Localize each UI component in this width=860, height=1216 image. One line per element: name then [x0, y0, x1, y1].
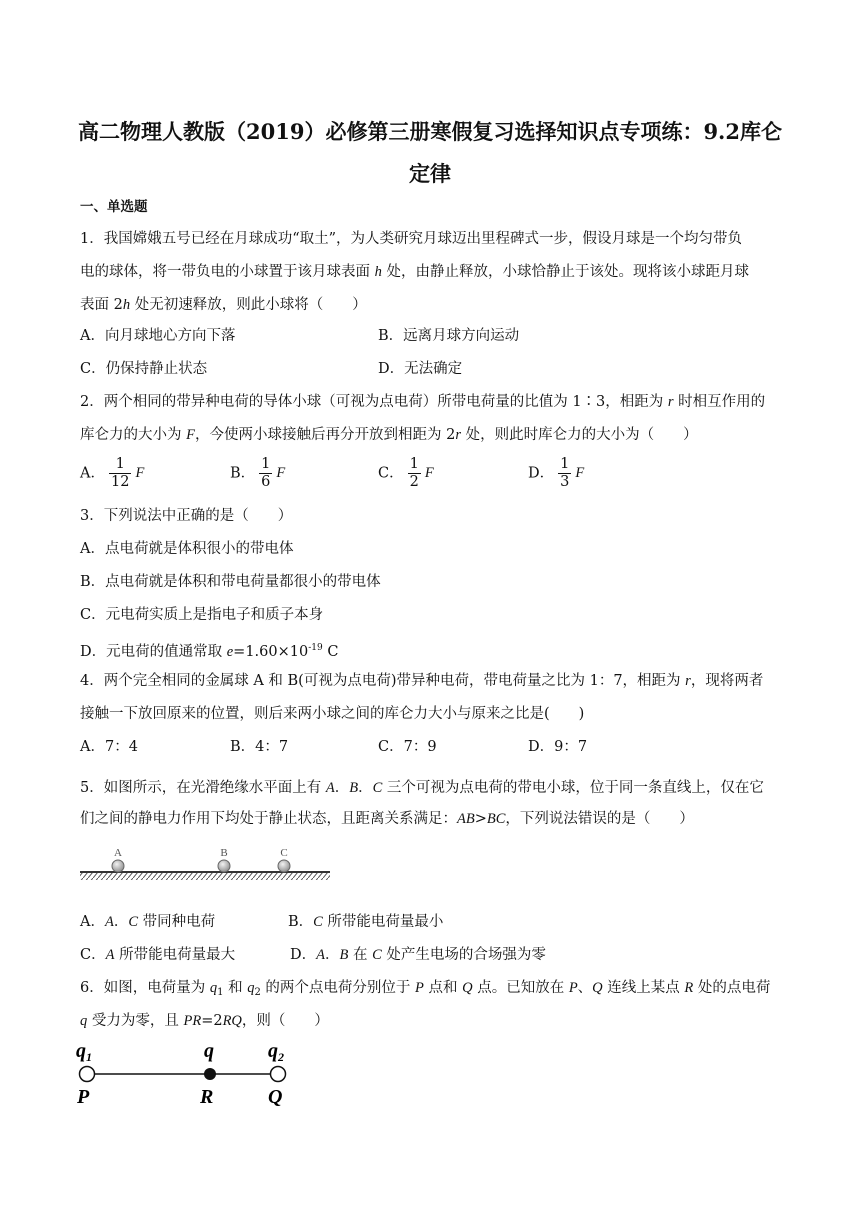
q2-option-d[interactable]: D． $\frac{1}{3}$ F	[528, 456, 585, 490]
q3-option-d[interactable]: D．元电荷的值通常取 $e=1.60\times 10^{-19}$ C	[80, 643, 339, 660]
q4-stem-line-2: 接触一下放回原来的位置，则后来两小球之间的库仑力大小与原来之比是( )	[80, 706, 585, 722]
q2-option-a-fraction: $\frac{1}{12}$	[110, 456, 130, 490]
q6-label-p: P	[77, 1086, 90, 1108]
q5-ball-a	[112, 860, 124, 872]
q1-stem-line-1: 1．我国嫦娥五号已经在月球成功“取土”，为人类研究月球迈出里程碑式一步，假设月球是一个均匀带负	[80, 231, 743, 247]
q5-label-c: C	[280, 847, 288, 859]
section-heading: 一、单选题	[80, 199, 148, 215]
q2-option-c-label: C．	[378, 465, 404, 482]
q6-label-r: R	[200, 1086, 214, 1108]
q3-option-a[interactable]: A．点电荷就是体积很小的带电体	[80, 541, 294, 557]
q6-stem-line-2: q 受力为零，且 PR=2RQ，则（ ）	[80, 1013, 329, 1029]
q5-label-a: A	[114, 847, 122, 859]
q3-option-c[interactable]: C．元电荷实质上是指电子和质子本身	[80, 607, 324, 623]
q5-ball-b	[218, 860, 230, 872]
q4-stem-line-1: 4．两个完全相同的金属球 A 和 B(可视为点电荷)带异种电荷，带电荷量之比为 1：7，相距为 r，现将两者	[80, 673, 764, 689]
q1-option-a[interactable]: A．向月球地心方向下落	[80, 328, 236, 344]
q2-option-b-label: B．	[230, 465, 256, 482]
q2-option-c-fraction: $\frac{1}{2}$	[409, 456, 419, 490]
q1-option-b[interactable]: B．远离月球方向运动	[378, 328, 520, 344]
q5-ball-c	[278, 860, 290, 872]
q6-point-q	[271, 1067, 286, 1082]
q4-option-a[interactable]: A．7：4	[80, 739, 138, 755]
q1-option-d[interactable]: D．无法确定	[378, 361, 463, 377]
q6-figure	[72, 1036, 302, 1108]
q4-option-d[interactable]: D．9：7	[528, 739, 588, 755]
q1-stem-line-2: 电的球体，将一带负电的小球置于该月球表面 h 处，由静止释放，小球恰静止于该处。现将该小球距月球	[80, 264, 749, 280]
q5-option-b[interactable]: B．C 所带能电荷量最小	[288, 914, 444, 930]
q2-option-d-label: D．	[528, 465, 555, 482]
q3-stem: 3．下列说法中正确的是（ ）	[80, 508, 293, 524]
q1-stem-line-3: 表面 2h 处无初速释放，则此小球将（ ）	[80, 297, 367, 313]
q4-option-b[interactable]: B．4：7	[230, 739, 289, 755]
q5-stem-line-2: 们之间的静电力作用下均处于静止状态，且距离关系满足：AB>BC，下列说法错误的是（ ）	[80, 811, 694, 827]
q4-option-c[interactable]: C．7：9	[378, 739, 437, 755]
q1-option-c[interactable]: C．仍保持静止状态	[80, 361, 208, 377]
q5-ground-hatch	[80, 872, 330, 880]
q5-figure	[78, 842, 333, 886]
q3-option-b[interactable]: B．点电荷就是体积和带电荷量都很小的带电体	[80, 574, 381, 590]
q2-option-d-fraction: $\frac{1}{3}$	[560, 456, 570, 490]
q2-option-a[interactable]: A． $\frac{1}{12}$ F	[80, 456, 145, 490]
document-title-line-1: 高二物理人教版（2019）必修第三册寒假复习选择知识点专项练：9.2库仑	[78, 119, 782, 144]
q2-stem-line-2: 库仑力的大小为 F，今使两小球接触后再分开放到相距为 2r 处，则此时库仑力的大小为（ ）	[80, 427, 698, 443]
q2-option-b[interactable]: B． $\frac{1}{6}$ F	[230, 456, 286, 490]
q6-stem-line-1: 6．如图，电荷量为 $q_1$ 和 $q_2$ 的两个点电荷分别位于 P 点和 Q 点。已知放在 P、Q 连线上某点 R 处的点电荷	[80, 980, 771, 998]
q5-option-c[interactable]: C．A 所带能电荷量最大	[80, 947, 236, 963]
q2-option-c[interactable]: C． $\frac{1}{2}$ F	[378, 456, 434, 490]
q6-point-p	[80, 1067, 95, 1082]
q2-stem-line-1: 2．两个相同的带异种电荷的导体小球（可视为点电荷）所带电荷量的比值为 1∶3，相距为 r 时相互作用的	[80, 394, 766, 410]
q6-point-r	[204, 1068, 216, 1080]
q5-option-d[interactable]: D．A．B 在 C 处产生电场的合场强为零	[290, 947, 546, 963]
q2-option-b-fraction: $\frac{1}{6}$	[261, 456, 271, 490]
q6-label-q2: $q_2$	[268, 1040, 284, 1064]
q2-option-a-label: A．	[80, 465, 105, 482]
q5-stem-line-1: 5．如图所示，在光滑绝缘水平面上有 A．B．C 三个可视为点电荷的带电小球，位于同一条直线上，仅在它	[80, 780, 764, 796]
q5-option-a[interactable]: A．A．C 带同种电荷	[80, 914, 216, 930]
q6-label-q1: $q_1$	[76, 1040, 92, 1064]
q6-label-q-point: Q	[268, 1086, 283, 1108]
document-title-line-2: 定律	[409, 161, 451, 186]
q5-label-b: B	[220, 847, 228, 859]
q6-label-q: q	[204, 1040, 214, 1062]
